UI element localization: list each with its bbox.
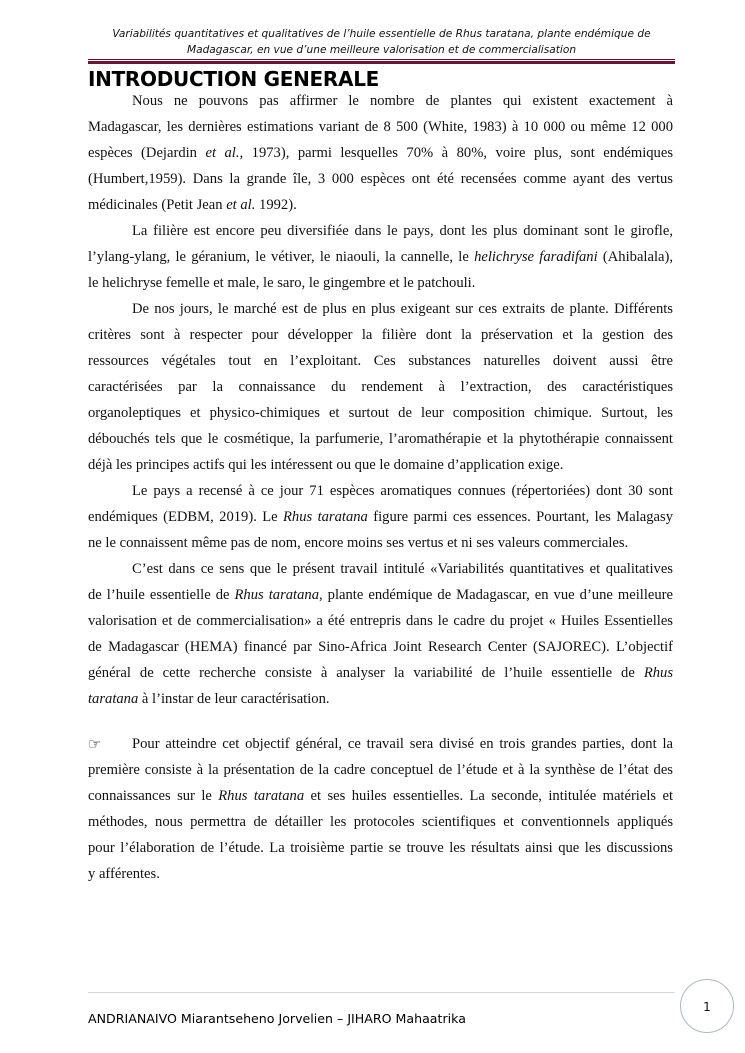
text-segment: le helichryse femelle et male, le saro, le gingembre et le patchouli.	[88, 275, 476, 291]
footer-authors: ANDRIANAIVO Miarantseheno Jorvelien – JIHARO Mahaatrika	[88, 1011, 466, 1026]
text-line	[88, 686, 673, 712]
text-segment: valorisation et de commercialisation» a été entrepris dans le cadre du projet « Huiles Essentielles	[88, 613, 673, 629]
text-segment: médicinales (Petit Jean	[88, 197, 227, 213]
text-line	[88, 244, 673, 270]
paragraph	[88, 88, 673, 218]
text-segment: figure parmi ces essences. Pourtant, les Malagasy	[367, 509, 673, 525]
text-line	[88, 140, 673, 166]
section-title: INTRODUCTION GENERALE	[88, 67, 379, 91]
italic-text: Rhus	[643, 665, 673, 681]
text-line	[88, 426, 673, 452]
text-line	[88, 478, 673, 504]
text-segment: (Ahibalala),	[597, 249, 673, 265]
text-segment: C’est dans ce sens que le présent travail intitulé «Variabilités quantitatives et qualitatives	[132, 561, 673, 577]
italic-text: et al.,	[205, 145, 244, 161]
text-line	[88, 192, 673, 218]
running-header-line-1: Variabilités quantitatives et qualitatives de l’huile essentielle de Rhus taratana, plante endémique de	[112, 28, 651, 40]
text-line	[88, 582, 673, 608]
footer-rule	[88, 992, 675, 993]
text-segment: Madagascar, les dernières estimations variant de 8 500 (White, 1983) à 10 000 ou même 12 000	[88, 119, 673, 135]
text-line	[88, 296, 673, 322]
text-line	[88, 374, 673, 400]
text-line	[88, 731, 673, 757]
text-line	[88, 634, 673, 660]
paragraph	[88, 296, 673, 478]
text-line	[88, 835, 673, 861]
header-rule-thin	[88, 59, 675, 60]
text-segment: organoleptiques et physico-chimiques et surtout de leur composition chimique. Surtout, les	[88, 405, 673, 421]
text-segment: (Humbert,1959). Dans la grande île, 3 000 espèces ont été recensées comme ayant des vertus	[88, 171, 673, 187]
text-segment: à l’instar de leur caractérisation.	[138, 691, 330, 707]
text-segment: et ses huiles essentielles. La seconde, intitulée matériels et	[304, 788, 674, 804]
italic-text: Rhus taratana	[283, 509, 368, 525]
text-segment: Nous ne pouvons pas affirmer le nombre de plantes qui existent exactement à	[132, 93, 673, 109]
pointing-hand-icon: ☞	[88, 735, 102, 753]
text-segment: 1992).	[255, 197, 297, 213]
text-segment: ressources végétales tout en l’exploitant. Ces substances naturelles doivent aussi être	[88, 353, 673, 369]
italic-text: Rhus taratana	[218, 788, 305, 804]
header-rule-thick	[88, 61, 675, 64]
text-line	[88, 166, 673, 192]
text-line	[88, 114, 673, 140]
italic-text: Rhus taratana	[234, 587, 319, 603]
text-segment: de Madagascar (HEMA) financé par Sino-Africa Joint Research Center (SAJOREC). L’objectif	[88, 639, 673, 655]
text-line	[88, 861, 673, 887]
text-segment: l’ylang-ylang, le géranium, le vétiver, le niaouli, la cannelle, le	[88, 249, 475, 265]
paragraph	[88, 556, 673, 712]
text-segment: caractérisées par la connaissance du rendement à l’extraction, des caractéristiques	[88, 379, 673, 395]
text-segment: endémiques (EDBM, 2019). Le	[88, 509, 283, 525]
text-line	[88, 88, 673, 114]
text-line	[88, 348, 673, 374]
paragraph	[88, 218, 673, 296]
text-line	[88, 809, 673, 835]
text-segment: débouchés tels que le cosmétique, la parfumerie, l’aromathérapie et la phytothérapie connaissent	[88, 431, 673, 447]
text-segment: méthodes, nous permettra de détailler les protocoles scientifiques et conventionnels appliqués	[88, 814, 673, 830]
text-segment: déjà les principes actifs qui les intéressent ou que le domaine d’application exige.	[88, 457, 564, 473]
text-line	[88, 218, 673, 244]
text-segment: espèces (Dejardin	[88, 145, 206, 161]
text-line	[88, 660, 673, 686]
document-body	[88, 88, 673, 887]
text-segment: général de cette recherche consiste à analyser la variabilité de l’huile essentielle de	[88, 665, 644, 681]
text-segment: 1973), parmi lesquelles 70% à 80%, voire plus, sont endémiques	[243, 145, 673, 161]
text-segment: ne le connaissent même pas de nom, encore moins ses vertus et ni ses valeurs commerciales.	[88, 535, 629, 551]
text-segment: La filière est encore peu diversifiée dans le pays, dont les plus dominant sont le girofle,	[132, 223, 673, 239]
text-segment: Pour atteindre cet objectif général, ce travail sera divisé en trois grandes parties, dont la	[132, 736, 673, 752]
text-line	[88, 322, 673, 348]
text-line	[88, 400, 673, 426]
text-segment: critères sont à respecter pour développer la filière dont la préservation et la gestion des	[88, 327, 673, 343]
page-number: 1	[680, 979, 734, 1033]
text-line	[88, 757, 673, 783]
italic-text: et al.	[226, 197, 256, 213]
text-segment: première consiste à la présentation de la cadre conceptuel de l’étude et à la synthèse de l’état des	[88, 762, 673, 778]
text-line	[88, 504, 673, 530]
text-line	[88, 783, 673, 809]
text-segment: de l’huile essentielle de	[88, 587, 235, 603]
paragraph	[88, 478, 673, 556]
text-line	[88, 452, 673, 478]
running-header-line-2: Madagascar, en vue d’une meilleure valorisation et de commercialisation	[186, 44, 577, 56]
italic-text: helichryse faradifani	[474, 249, 598, 265]
text-segment: De nos jours, le marché est de plus en plus exigeant sur ces extraits de plante. Différents	[132, 301, 673, 317]
text-line	[88, 608, 673, 634]
text-segment: connaissances sur le	[88, 788, 219, 804]
paragraph	[88, 731, 673, 887]
italic-text: taratana	[88, 691, 139, 707]
text-line	[88, 530, 673, 556]
text-segment: , plante endémique de Madagascar, en vue d’une meilleure	[319, 587, 674, 603]
text-line	[88, 270, 673, 296]
text-segment: Le pays a recensé à ce jour 71 espèces aromatiques connues (répertoriées) dont 30 sont	[132, 483, 673, 499]
text-segment: pour l’élaboration de l’étude. La troisième partie se trouve les résultats ainsi que les discussions	[88, 840, 673, 856]
running-header	[88, 26, 675, 58]
text-segment: y afférentes.	[88, 866, 160, 882]
text-line	[88, 556, 673, 582]
